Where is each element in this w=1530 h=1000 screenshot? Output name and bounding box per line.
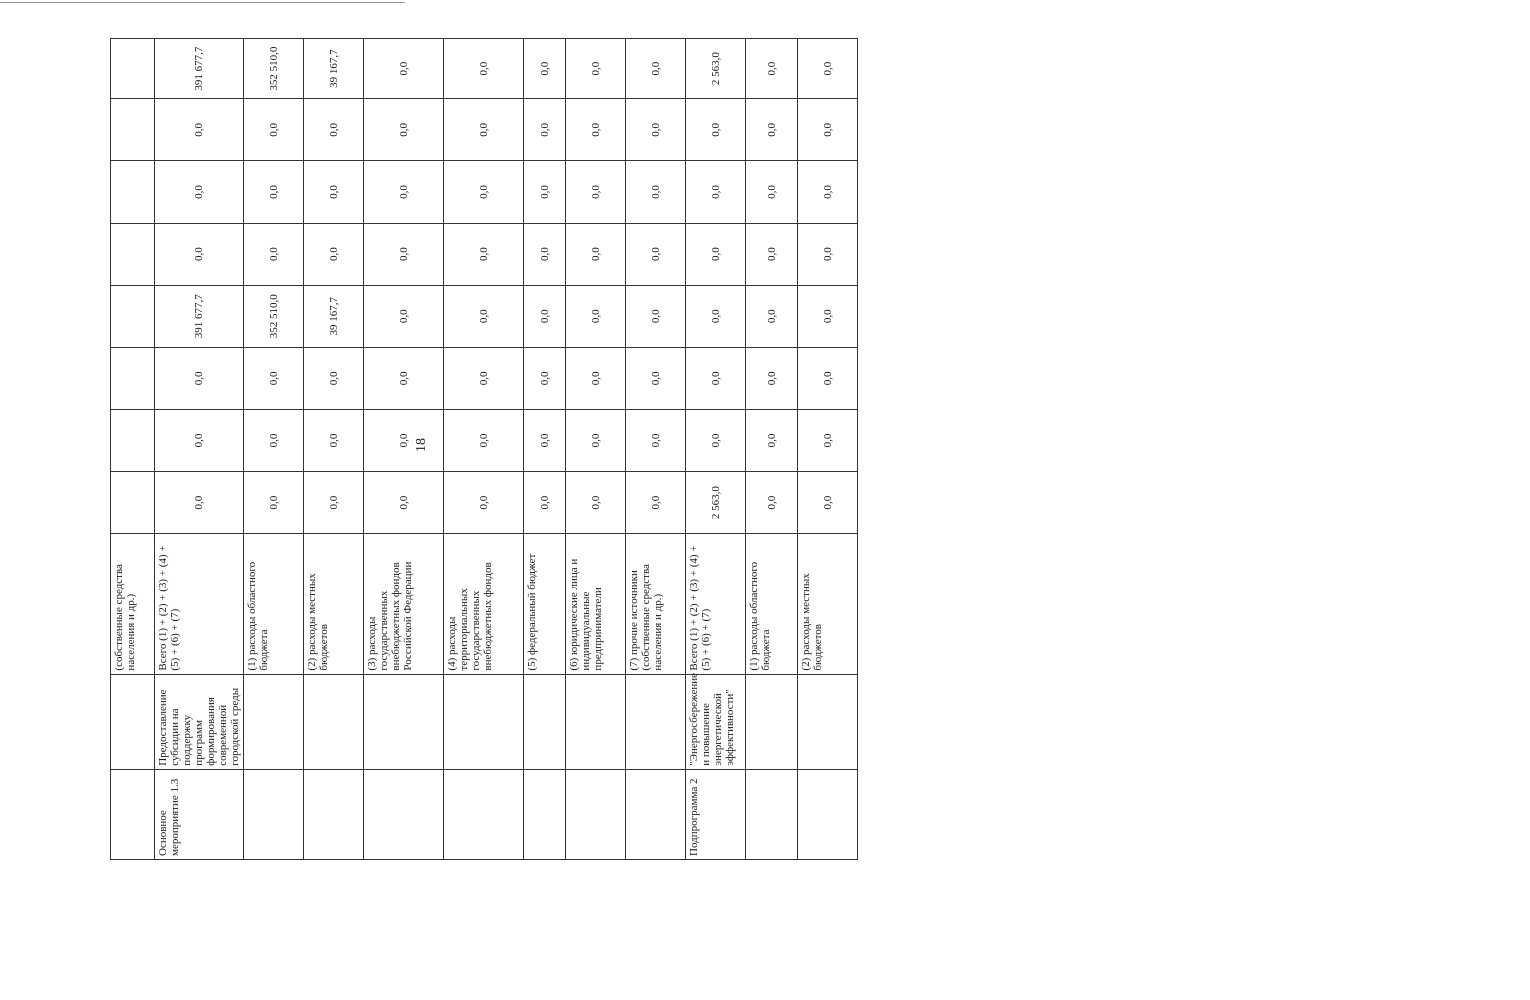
cell-value <box>111 285 155 347</box>
cell-value <box>111 472 155 534</box>
cell-value: 0,0 <box>304 99 364 161</box>
cell-value: 0,0 <box>686 347 746 409</box>
cell-value: 0,0 <box>686 409 746 471</box>
cell-value: 0,0 <box>686 285 746 347</box>
cell-value: 0,0 <box>304 472 364 534</box>
cell-program: Основное мероприятие 1.3 <box>155 769 244 859</box>
cell-value: 0,0 <box>524 223 566 285</box>
cell-title <box>626 674 686 769</box>
cell-title <box>746 674 798 769</box>
cell-source: (4) расходы территориальных государственных внебюджетных фондов <box>444 534 524 674</box>
cell-value: 0,0 <box>686 99 746 161</box>
cell-program <box>524 769 566 859</box>
cell-title <box>566 674 626 769</box>
table-row <box>626 39 686 860</box>
cell-program <box>111 769 155 859</box>
table-row <box>364 39 444 860</box>
cell-value: 0,0 <box>566 409 626 471</box>
cell-program <box>444 769 524 859</box>
cell-value: 2 563,0 <box>686 472 746 534</box>
cell-value: 391 677,7 <box>155 39 244 99</box>
cell-source: (собственные средства населения и др.) <box>111 534 155 674</box>
cell-value: 0,0 <box>155 99 244 161</box>
cell-value: 0,0 <box>626 285 686 347</box>
cell-value: 0,0 <box>304 347 364 409</box>
cell-value: 0,0 <box>746 285 798 347</box>
cell-program <box>798 769 858 859</box>
table-row <box>524 39 566 860</box>
cell-value: 0,0 <box>444 347 524 409</box>
cell-value: 0,0 <box>566 472 626 534</box>
cell-value: 0,0 <box>524 285 566 347</box>
cell-value: 0,0 <box>566 347 626 409</box>
cell-title <box>798 674 858 769</box>
cell-value: 39 167,7 <box>304 285 364 347</box>
cell-title <box>524 674 566 769</box>
cell-value: 0,0 <box>626 347 686 409</box>
cell-value: 0,0 <box>155 161 244 223</box>
cell-source: Всего (1) + (2) + (3) + (4) + (5) + (6) + (7) <box>155 534 244 674</box>
cell-value: 0,0 <box>746 99 798 161</box>
cell-value: 2 563,0 <box>686 39 746 99</box>
cell-value: 0,0 <box>304 409 364 471</box>
cell-value: 0,0 <box>244 409 304 471</box>
table-row <box>155 39 244 860</box>
cell-program <box>244 769 304 859</box>
cell-title: Предоставление субсидии на поддержку программ формирования современной городской среды <box>155 674 244 769</box>
cell-value: 0,0 <box>746 223 798 285</box>
page-number: 18 <box>414 438 429 452</box>
cell-program: Подпрограмма 2 <box>686 769 746 859</box>
cell-value: 0,0 <box>798 285 858 347</box>
cell-program <box>364 769 444 859</box>
cell-value: 0,0 <box>626 409 686 471</box>
cell-value <box>111 347 155 409</box>
cell-value: 0,0 <box>626 223 686 285</box>
cell-value: 0,0 <box>155 223 244 285</box>
cell-title <box>304 674 364 769</box>
cell-value: 0,0 <box>798 39 858 99</box>
table-row <box>444 39 524 860</box>
page-sheet <box>30 0 1530 1000</box>
cell-value: 0,0 <box>155 472 244 534</box>
cell-value: 352 510,0 <box>244 39 304 99</box>
cell-value <box>111 99 155 161</box>
rotated-table-wrapper <box>110 38 834 860</box>
cell-value: 0,0 <box>524 347 566 409</box>
cell-value: 0,0 <box>746 161 798 223</box>
cell-value: 0,0 <box>798 472 858 534</box>
cell-value: 0,0 <box>524 409 566 471</box>
cell-value <box>111 409 155 471</box>
cell-value: 0,0 <box>304 223 364 285</box>
cell-value: 0,0 <box>746 409 798 471</box>
cell-value: 0,0 <box>686 223 746 285</box>
cell-value: 0,0 <box>798 99 858 161</box>
cell-value: 0,0 <box>798 223 858 285</box>
cell-value: 0,0 <box>626 161 686 223</box>
cell-value: 0,0 <box>524 39 566 99</box>
budget-table <box>110 38 858 860</box>
cell-value: 0,0 <box>364 161 444 223</box>
cell-value: 0,0 <box>566 161 626 223</box>
cell-value: 0,0 <box>444 285 524 347</box>
cell-title <box>244 674 304 769</box>
cell-source: (7) прочие источники (собственные средства населения и др.) <box>626 534 686 674</box>
cell-source: (2) расходы местных бюджетов <box>304 534 364 674</box>
cell-value: 0,0 <box>364 409 444 471</box>
cell-value: 0,0 <box>244 99 304 161</box>
cell-value: 352 510,0 <box>244 285 304 347</box>
cell-value: 0,0 <box>566 39 626 99</box>
cell-value: 0,0 <box>686 161 746 223</box>
cell-value: 0,0 <box>626 472 686 534</box>
cell-value: 0,0 <box>626 39 686 99</box>
cell-value: 0,0 <box>444 161 524 223</box>
table-row <box>111 39 155 860</box>
cell-value: 0,0 <box>746 347 798 409</box>
cell-program <box>566 769 626 859</box>
cell-value: 0,0 <box>444 39 524 99</box>
cell-value: 0,0 <box>444 99 524 161</box>
cell-value: 0,0 <box>155 347 244 409</box>
cell-value: 0,0 <box>746 39 798 99</box>
cell-value: 0,0 <box>244 223 304 285</box>
cell-value <box>111 39 155 99</box>
table-row <box>244 39 304 860</box>
cell-source: (1) расходы областного бюджета <box>746 534 798 674</box>
cell-value: 0,0 <box>524 472 566 534</box>
cell-title <box>364 674 444 769</box>
cell-title <box>444 674 524 769</box>
cell-program <box>746 769 798 859</box>
cell-value: 0,0 <box>798 409 858 471</box>
cell-value: 0,0 <box>566 99 626 161</box>
table-row <box>566 39 626 860</box>
cell-value: 0,0 <box>244 347 304 409</box>
cell-value: 0,0 <box>566 285 626 347</box>
cell-value: 0,0 <box>444 223 524 285</box>
cell-source: (5) федеральный бюджет <box>524 534 566 674</box>
cell-value: 0,0 <box>626 99 686 161</box>
table-row <box>746 39 798 860</box>
cell-program <box>626 769 686 859</box>
table-row <box>798 39 858 860</box>
cell-value: 0,0 <box>155 409 244 471</box>
cell-value: 0,0 <box>364 347 444 409</box>
cell-value: 0,0 <box>304 161 364 223</box>
cell-value: 391 677,7 <box>155 285 244 347</box>
cell-program <box>304 769 364 859</box>
cell-value: 0,0 <box>524 161 566 223</box>
cell-source: (2) расходы местных бюджетов <box>798 534 858 674</box>
cell-value: 0,0 <box>244 472 304 534</box>
cell-value: 0,0 <box>364 99 444 161</box>
cell-value: 0,0 <box>746 472 798 534</box>
cell-value: 0,0 <box>444 472 524 534</box>
cell-value: 0,0 <box>798 347 858 409</box>
cell-value <box>111 161 155 223</box>
cell-source: (6) юридические лица и индивидуальные предприниматели <box>566 534 626 674</box>
table-row <box>686 39 746 860</box>
cell-source: (3) расходы государственных внебюджетных фондов Российской Федерации <box>364 534 444 674</box>
cell-source: Всего (1) + (2) + (3) + (4) + (5) + (6) + (7) <box>686 534 746 674</box>
cell-value: 0,0 <box>524 99 566 161</box>
cell-source: (1) расходы областного бюджета <box>244 534 304 674</box>
cell-value: 0,0 <box>566 223 626 285</box>
cell-title: "Энергосбережение и повышение энергетической эффективности" <box>686 674 746 769</box>
cell-value: 0,0 <box>364 39 444 99</box>
cell-value: 0,0 <box>364 472 444 534</box>
cell-value: 39 167,7 <box>304 39 364 99</box>
cell-value: 0,0 <box>244 161 304 223</box>
cell-title <box>111 674 155 769</box>
cell-value: 0,0 <box>364 223 444 285</box>
cell-value: 0,0 <box>364 285 444 347</box>
cell-value: 0,0 <box>798 161 858 223</box>
table-row <box>304 39 364 860</box>
cell-value: 0,0 <box>444 409 524 471</box>
cell-value <box>111 223 155 285</box>
